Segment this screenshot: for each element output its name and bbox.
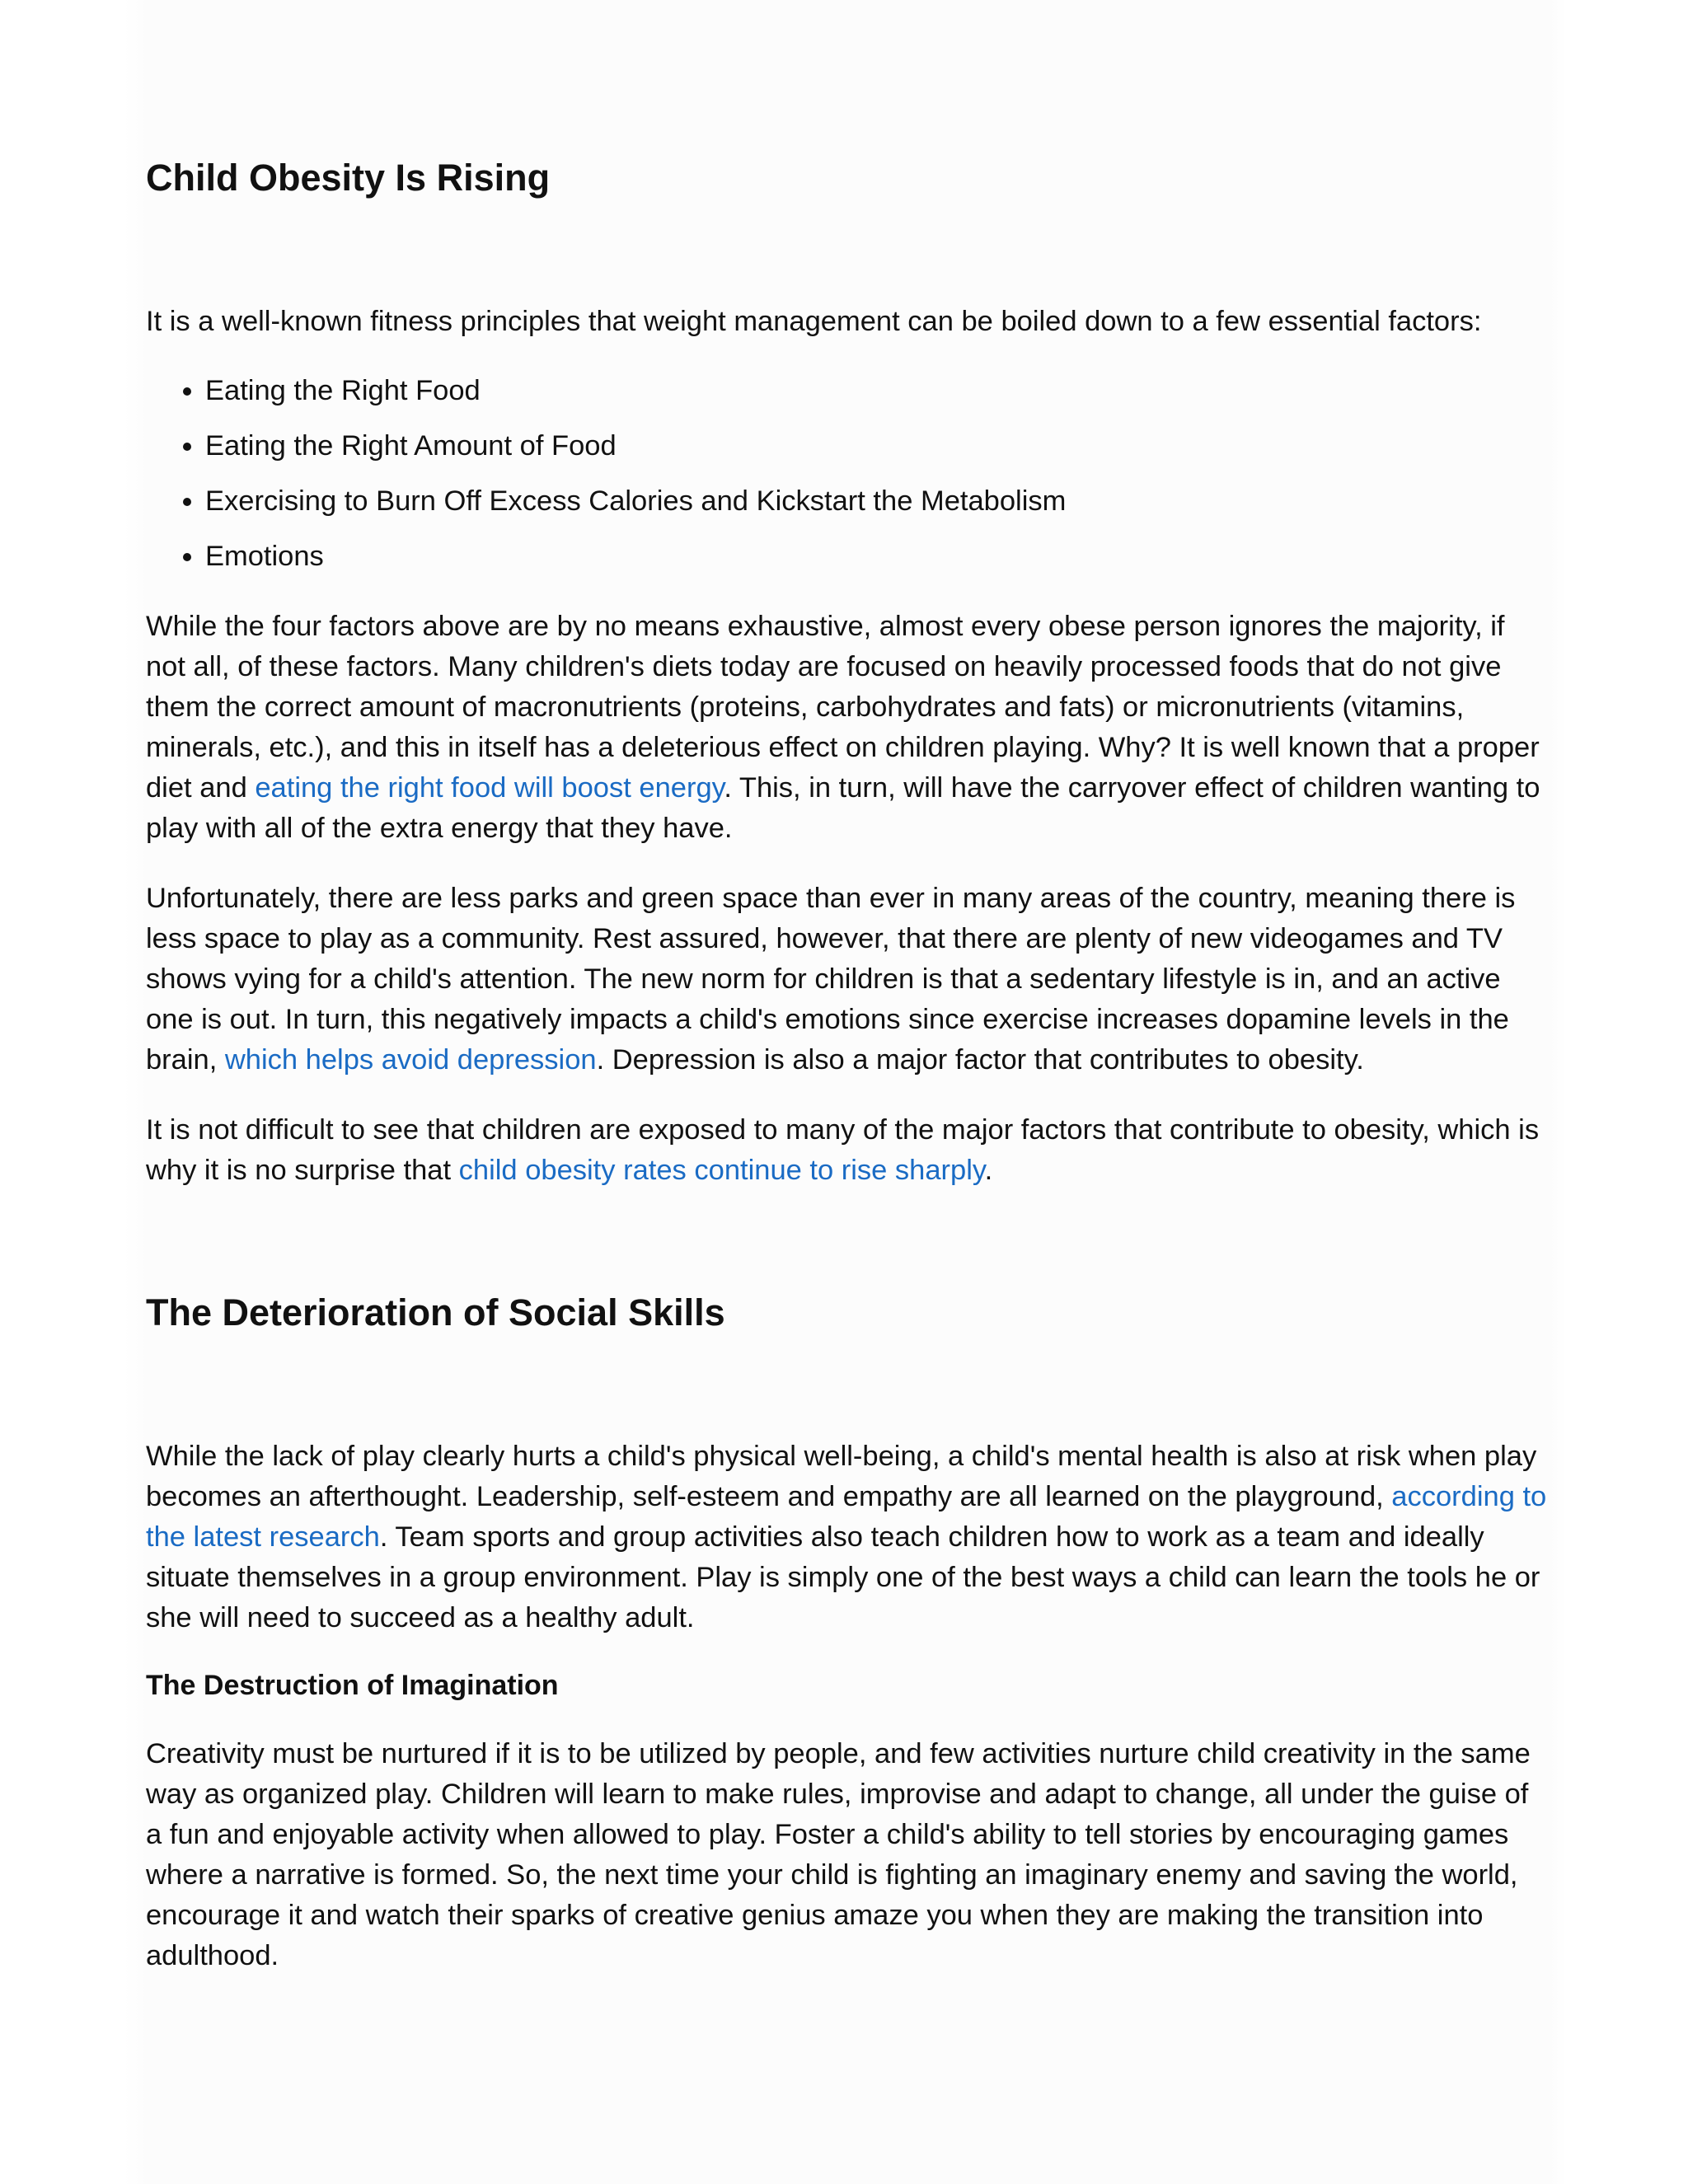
subtitle-imagination: The Destruction of Imagination bbox=[146, 1670, 559, 1701]
paragraph-text: . Depression is also a major factor that contributes to obesity. bbox=[596, 1044, 1364, 1076]
link-avoid-depression[interactable]: which helps avoid depression bbox=[224, 1044, 597, 1076]
list-item: • Exercising to Burn Off Excess Calories and Kickstart the Metabolism bbox=[205, 481, 1548, 522]
paragraph-obesity-rates bbox=[146, 1110, 1548, 1191]
paragraph-social bbox=[146, 1436, 1548, 1638]
section-title-social-skills: The Deterioration of Social Skills bbox=[146, 1291, 725, 1333]
factors-list bbox=[146, 371, 1548, 577]
link-boost-energy[interactable]: eating the right food will boost energy bbox=[255, 772, 724, 804]
paragraph-text: . bbox=[984, 1155, 993, 1186]
paragraph-text: While the lack of play clearly hurts a child's physical well-being, a child's mental health is also at risk when play becomes an afterthought. Leadership, self-esteem and empathy are all learned on the playground, bbox=[146, 1441, 1537, 1512]
list-item: • Emotions bbox=[205, 537, 1548, 577]
section-title-obesity: Child Obesity Is Rising bbox=[146, 157, 551, 199]
paragraph-text: While the four factors above are by no means exhaustive, almost every obese person ignores the majority, if not all, of these factors. Many children's diets today are focused on heavily processed foods that do not give them the correct amount of macronutrients (proteins, carbohydrates and fats) or micronutrients (vitamins, minerals, etc.), and this in itself has a deleterious effect on children playing. Why? It is well known that a proper diet and bbox=[146, 611, 1540, 804]
intro-paragraph: It is a well-known fitness principles that weight management can be boiled down to a few essential factors: bbox=[146, 306, 1482, 337]
paragraph-text: It is not difficult to see that children are exposed to many of the major factors that contribute to obesity, which is why it is no surprise that bbox=[146, 1114, 1540, 1186]
paragraph-creativity: Creativity must be nurtured if it is to be utilized by people, and few activities nurture child creativity in the same way as organized play. Children will learn to make rules, improvise and adapt to change, all under the guise of a fun and enjoyable activity when allowed to play. Foster a child's ability to tell stories by encouraging games where a narrative is formed. So, the next time your child is fighting an imaginary enemy and saving the world, encourage it and watch their sparks of creative genius amaze you when they are making the transition into adulthood. bbox=[146, 1738, 1531, 1971]
paragraph-text: Unfortunately, there are less parks and green space than ever in many areas of the country, meaning there is less space to play as a community. Rest assured, however, that there are plenty of new videogames and TV shows vying for a child's attention. The new norm for children is that a sedentary lifestyle is in, and an active one is out. In turn, this negatively impacts a child's emotions since exercise increases dopamine levels in the brain, bbox=[146, 883, 1516, 1076]
list-item: • Eating the Right Amount of Food bbox=[205, 426, 1548, 466]
link-obesity-rates[interactable]: child obesity rates continue to rise sharply bbox=[458, 1155, 985, 1186]
paragraph-text: . This, in turn, will have the carryover effect of children wanting to play with all of the extra energy that they have. bbox=[146, 772, 1540, 844]
link-latest-research[interactable]: according to the latest research bbox=[146, 1481, 1547, 1553]
paragraph-text: . Team sports and group activities also teach children how to work as a team and ideally situate themselves in a group environment. Play is simply one of the best ways a child can learn the tools he or she will need to succeed as a healthy adult. bbox=[146, 1521, 1540, 1633]
list-item: • Eating the Right Food bbox=[205, 371, 1548, 411]
paragraph-diet bbox=[146, 607, 1548, 849]
paragraph-green-space bbox=[146, 879, 1548, 1080]
